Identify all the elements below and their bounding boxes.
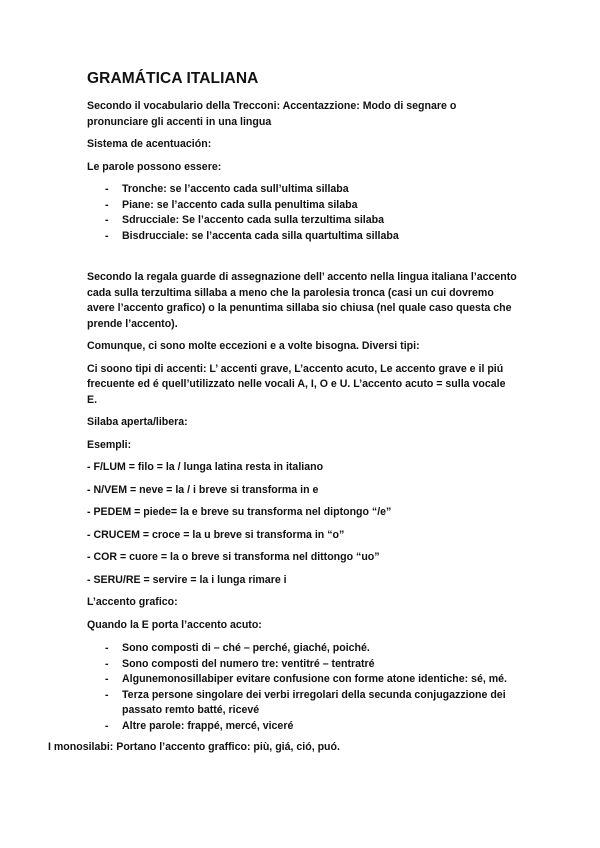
intro-paragraph: Secondo il vocabulario della Trecconi: Accentazzione: Modo di segnare o pronunciare gli accenti in una lingua [87, 100, 457, 128]
list-item: - Bisdrucciale: se l’accenta cada silla quartultima sillaba [87, 229, 517, 245]
page-title: GRAMÁTICA ITALIANA [87, 70, 259, 87]
monosilabi-paragraph: I monosilabi: Portano l’accento graffico: più, giá, ció, puó. [48, 741, 340, 753]
sillaba-heading: Silaba aperta/libera: [87, 416, 188, 428]
esempio-line: - COR = cuore = la o breve si transforma nel dittongo “uo” [87, 551, 380, 563]
bullet-dash: - [105, 657, 109, 670]
list-item: - Sdrucciale: Se l’accento cada sulla terzultima silaba [87, 213, 517, 229]
document-body [87, 70, 517, 746]
accento-grafico-heading: L’accento grafico: [87, 596, 178, 608]
bullet-dash: - [105, 688, 109, 701]
list-item: - Algunemonosillabiper evitare confusione con forme atone identiche: sé, mé. [87, 672, 517, 688]
list-item: - Altre parole: frappé, mercé, viceré [87, 719, 517, 735]
parole-types-list [87, 182, 517, 244]
list-item: - Piane: se l’accento cada sulla penultima silaba [87, 198, 517, 214]
esempio-line: - PEDEM = piede= la e breve su transforma nel diptongo “/e” [87, 506, 392, 518]
list-item: - Sono composti del numero tre: ventitré – tentratré [87, 657, 517, 673]
bullet-dash: - [105, 642, 109, 654]
esempio-line: - N/VEM = neve = la / i breve si transforma in e [87, 483, 319, 496]
bullet-dash: - [105, 183, 109, 195]
list-item: - Terza persone singolare dei verbi irregolari della secunda conjugazzione dei passato remto batté, ricevé [105, 688, 506, 716]
bullet-dash: - [105, 719, 109, 732]
bullet-dash: - [105, 214, 109, 226]
regola-paragraph: Secondo la regala guarde di assegnazione dell’ accento nella lingua italiana l’accento cada sulla terzultima sillaba a meno che la parolesia tronca (casi un cui dovremo avere l’accento grafico) o la penuntima sillaba sio chiusa (nel quale caso questa che prende l’accento). [87, 271, 517, 330]
tipi-accenti-paragraph: Ci soono tipi di accenti: L’ accenti grave, L’accento acuto, Le accento grave e il piú frecuente ed é quell’utilizzato nelle vocali A, I, O e U. L’accento acuto = sulla vocale E. [87, 362, 506, 406]
casi-list [87, 641, 517, 734]
bullet-dash: - [105, 673, 109, 685]
list-item: - Sono composti di – ché – perché, giaché, poiché. [87, 641, 517, 657]
list-item: - Tronche: se l’accento cada sull’ultima sillaba [87, 182, 517, 198]
esempli-label: Esempli: [87, 438, 132, 451]
bullet-dash: - [105, 229, 109, 242]
parole-intro: Le parole possono essere: [87, 160, 222, 173]
esempio-line: - SERU/RE = servire = la i lunga rimare i [87, 573, 287, 586]
esempio-line: - F/LUM = filo = la / lunga latina resta in italiano [87, 461, 324, 473]
quando-heading: Quando la E porta l’accento acuto: [87, 618, 262, 631]
sistema-heading: Sistema de acentuación: [87, 138, 212, 150]
bullet-dash: - [105, 198, 109, 211]
eccezioni-paragraph: Comunque, ci sono molte eccezioni e a volte bisogna. Diversi tipi: [87, 340, 420, 352]
esempio-line: - CRUCEM = croce = la u breve si transforma in “o” [87, 528, 345, 541]
